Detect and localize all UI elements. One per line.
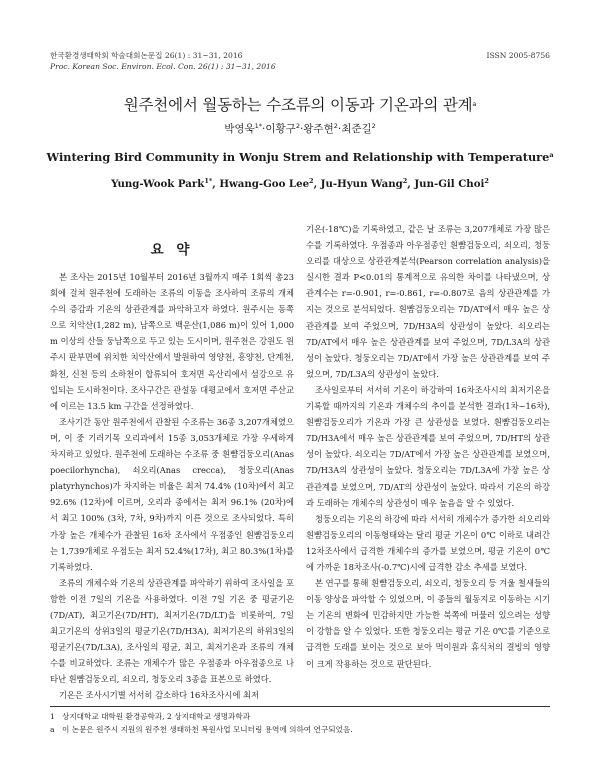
author-en-3-affil: 2 [402,177,408,185]
author-en-1-affil: 1* [204,177,213,185]
author-kr-2-affil: 2 [295,122,300,130]
abstract-paragraph-continued: 기온(-18℃)을 기록하였고, 같은 날 조류는 3,207개체로 가장 많은 수를 기록하였다. 우점종과 아우점종인 흰뺨검둥오리, 쇠오리, 청둥오리를 대상으로 상관관계분석(Pearson correlation analysis)을 실시한 결과 P<0.01의 통계적으로 유의한 차이를 나타냈으며, 상관계수는 r=-0.901, r=-0.861, r=-0.807로 음의 상관관계를 가지는 것으로 분석되었다. 흰뺨검둥오리는 7D/AT에서 매우 높은 상관관계를 보여 주었으며, 7D/H3A의 상관성이 높았다. 쇠오리는 7D/AT에서 매우 높은 상관관계를 보여 주었으며, 7D/L3A의 상관성이 높았다. 청둥오리는 7D/AT에서 가장 높은 상관관계를 보여 주었으며, 7D/L3A의 상관성이 높았다. [306,224,550,379]
footnote-mark: 1 [50,712,55,721]
footnotes [50,711,550,736]
title-korean-text: 원주천에서 월동하는 수조류의 이동과 기온과의 관계 [123,96,473,114]
abstract-paragraph: 본 조사는 2015년 10월부터 2016년 3월까지 매주 1회씩 총23회에 걸쳐 원주천에 도래하는 조류의 이동을 조사하여 조류의 개체수의 증감과 기온의 상관관계를 파악하고자 하였다. 원주시는 동쪽으로 치악산(1,282 m), 남쪽으로 백운산(1,086 m)이 있어 1,000 m 이상의 산들 둥남쪽으로 두고 있는 도시이며, 원주천은 강원도 원주시 판부면에 위치한 치악산에서 발원하여 영양천, 흥양천, 단계천, 화천, 신천 등의 소하천이 합류되어 호저면 옥산리에서 섬강으로 유입되는 도시하천이다. 조사구간은 관설동 대평교에서 호저면 주산교에 이르는 13.5 km 구간을 선정하였다. [50,272,294,411]
footnote-mark: a [50,724,55,734]
journal-citation-en: Proc. Korean Soc. Environ. Ecol. Con. 26(1) : 31~31, 2016 [50,62,276,71]
author-kr-1-affil: 1* [254,122,263,130]
footnote-text: 상지대학교 대학원 환경공학과, 2 상지대학교 생명과학과 [62,712,251,721]
abstract-paragraph: 본 연구를 통해 흰뺨검둥오리, 쇠오리, 청둥오리 등 겨울 철새들의 이동 양상을 파악할 수 있었으며, 이 종들의 월동지로 이동하는 시기는 기온의 변화에 민감하지만 가능한 북쪽에 머물러 있으려는 성향이 강함을 알 수 있었다. 또한 청둥오리는 평균 기온 0℃를 기준으로 급격한 도래를 보이는 것으로 보아 먹이원과 휴식처의 결빙의 영향이 크게 작용하는 것으로 판단된다. [306,578,550,669]
author-kr-4-affil: 2 [371,122,376,130]
author-en-3: , Ju-Hyun Wang [313,178,403,190]
title-korean [0,93,600,115]
author-kr-3: ·왕주현 [299,123,334,135]
author-en-4: , Jun-Gil Choi [407,178,485,190]
abstract-heading: 요 약 [150,242,194,258]
author-en-2: , Hwang-Goo Lee [212,178,310,190]
author-en-4-affil: 2 [484,177,489,185]
abstract-paragraph: 기온은 조사시기별 서서히 감소하다 16차조사시에 최저 [59,690,260,701]
authors-korean [0,121,600,136]
author-kr-1: 박영욱 [224,123,255,135]
footnote-text: 이 논문은 원주시 지원의 원주천 생태하천 복원사업 모니터링 용역에 의하여 연구되었음. [62,724,353,734]
footnote-affiliation [50,711,550,724]
abstract-paragraph: 조류의 개체수와 기온의 상관관계를 파악하기 위하여 조사일을 포함한 이전 7일의 기온을 사용하였다. 이전 7일 기온 중 평균기온(7D/AT), 최고기온(7D/HT), 최저기온(7D/LT)을 비롯하여, 7일 최고기온의 상위3일의 평균기온(7D/H3A), 최저기온의 하위3일의 평균기온(7D/L3A), 조사일의 평균, 최고, 최저기온과 조류의 개체수를 비교하였다. 조류는 개체수가 많은 우점종과 아우점종으로 나타난 흰뺨검둥오리, 쇠오리, 청둥오리 3종을 표본으로 하였다. [50,577,294,685]
author-kr-2: ·이황구 [262,123,296,135]
abstract-column-left [50,269,294,704]
abstract-paragraph: 조사기간 동안 원주천에서 관찰된 수조류는 36종 3,207개체였으며, 이 중 기러기목 오리과에서 15종 3,053개체로 가장 우세하게 차지하고 있었다. 원주천에 도래하는 수조류 중 흰뺨검둥오리(Anas poecilorhyncha), 쇠오리(Anas crecca), 청둥오리(Anas platyrhynchos)가 차지하는 비율은 최저 74.4% (10차)에서 최고 92.6% (12차)에 이르며, 오리과 종에서는 최저 96.1% (20차)에서 최고 100% (3차, 7차, 9차)까지 이른 것으로 조사되었다. 특히 가장 높은 개체수가 관찰된 16차 조사에서 우점종인 흰뺨검둥오리는 1,739개체로 우점도는 최저 52.4%(17차), 최고 80.3%(1차)를 기록하였다. [50,416,294,572]
author-kr-3-affil: 2 [333,122,338,130]
title-english-footnote-mark: a [549,151,554,159]
authors-english [0,178,600,190]
title-english [0,150,600,164]
footnote-divider [50,706,550,707]
author-en-1: Yung-Wook Park [111,178,205,190]
abstract-paragraph: 청둥오리는 기온의 하강에 따라 서서히 개체수가 증가한 쇠오리와 흰뺨검둥오리의 이동형태와는 달리 평균 기온이 0℃ 이하로 내려간 12차조사에서 급격한 개체수의 증가를 보였으며, 평균 기온이 0℃에 가까운 18차조사(-0.7℃)시에 급격한 감소 추세를 보였다. [306,513,550,572]
title-english-text: Wintering Bird Community in Wonju Strem and Relationship with Temperature [46,150,550,164]
issn: ISSN 2005-8756 [486,51,550,60]
abstract-paragraph: 조사일로부터 서서히 기온이 하강하여 16차조사시의 최저기온을 기록할 때까지의 기온과 개체수의 추이를 분석한 결과(1차~16차), 흰뺨검둥오리가 기온과 가장 큰 상관성을 보였다. 흰뺨검둥오리는 7D/H3A에서 매우 높은 상관관계를 보여 주었으며, 7D/HT의 상관성이 높았다. 쇠오리는 7D/AT에서 가장 높은 상관관계를 보였으며, 7D/H3A의 상관성이 높았다. 청둥오리는 7D/L3A에 가장 높은 상관관계를 보였으며, 7D/AT의 상관성이 높았다. 따라서 기온의 하강과 도래하는 개체수의 상관성이 매우 높음을 알 수 있었다. [306,384,550,508]
footnote-funding [50,724,550,737]
author-en-2-affil: 2 [309,177,314,185]
title-footnote-mark: a [472,100,477,108]
journal-header [50,50,276,72]
abstract-column-right [306,221,550,672]
author-kr-4: ·최준길 [337,123,372,135]
journal-citation-kr: 한국환경생태학회 학술대회논문집 26(1) : 31~31, 2016 [50,51,243,60]
